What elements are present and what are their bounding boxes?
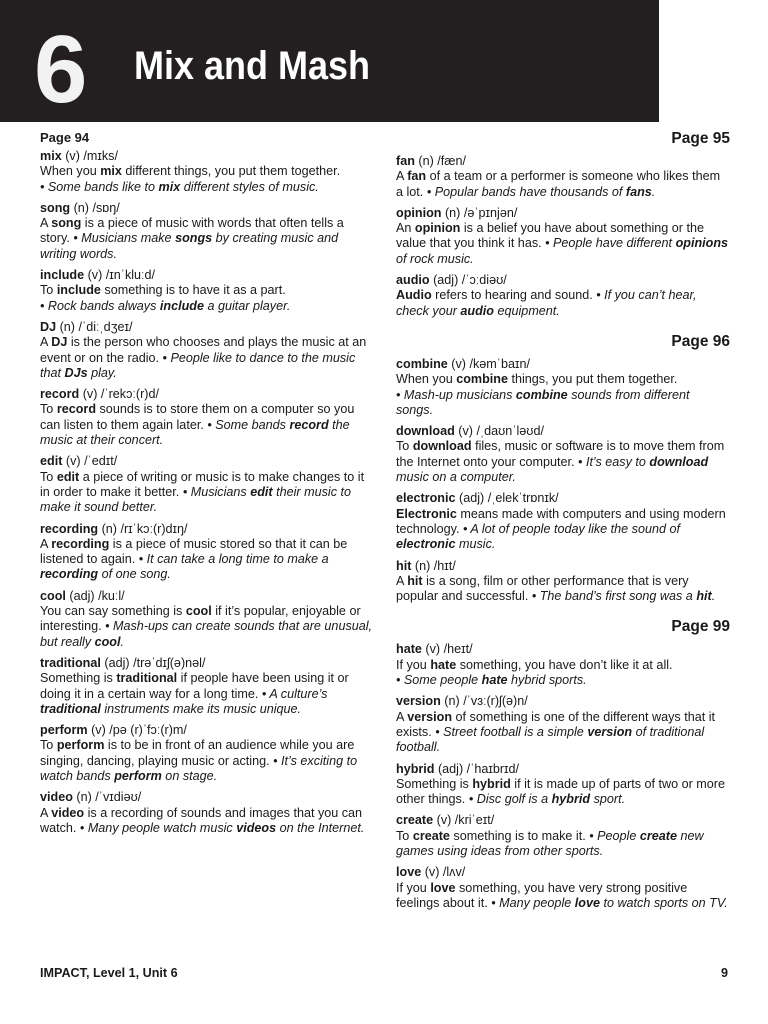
headword: include (40, 268, 85, 283)
headword: edit (40, 454, 63, 469)
definition: An opinion is a belief you have about something or the value that you think it has. (396, 221, 705, 251)
part-of-speech-pronunciation: (v) /ˌdaʊnˈləʊd/ (454, 424, 544, 439)
headword: hybrid (396, 761, 435, 776)
headword: fan (396, 154, 415, 168)
example-sentence: • Street football is a simple version of traditional football. (396, 724, 705, 755)
example-sentence: • People like to dance to the music that DJs play. (40, 350, 356, 380)
definition: To perform is to be in front of an audience while you are singing, dancing, playing music or acting. (40, 738, 355, 768)
example-sentence: • Disc golf is a hybrid sport. (468, 792, 626, 807)
glossary-entry (40, 656, 374, 717)
definition: When you mix different things, you put them together. (40, 164, 341, 179)
definition: Something is traditional if people have been using it or doing it in a certain way for a long time. (40, 671, 349, 701)
part-of-speech-pronunciation: (v) /ɪnˈkluːd/ (84, 268, 156, 283)
definition: When you combine things, you put them together. (396, 372, 678, 387)
part-of-speech-pronunciation: (adj) /ˈhaɪbrɪd/ (434, 761, 520, 776)
example-sentence: • It’s easy to download music on a computer. (396, 454, 709, 485)
unit-title: Mix and Mash (134, 44, 371, 88)
footer-book-title: IMPACT, Level 1, Unit 6 (40, 966, 178, 980)
definition: To edit a piece of writing or music is to make changes to it in order to make it better. (40, 469, 365, 499)
glossary-entry (40, 320, 374, 381)
glossary-entry (396, 642, 730, 688)
example-sentence: • Many people watch music videos on the Internet. (79, 820, 365, 835)
definition: If you hate something, you have don’t like it at all. (396, 657, 673, 672)
definition: You can say something is cool if it’s popular, enjoyable or interesting. (40, 604, 361, 634)
example-sentence: • People create new games using ideas from other sports. (396, 828, 704, 858)
headword: electronic (396, 491, 456, 506)
definition: A song is a piece of music with words that often tells a story. (40, 216, 344, 246)
headword: DJ (40, 319, 57, 334)
glossary-entry (396, 762, 730, 808)
headword: audio (396, 273, 430, 288)
glossary-entry (40, 268, 374, 314)
example-sentence: • Some bands record the music at their concert. (40, 417, 350, 448)
definition: To create something is to make it. (396, 828, 590, 843)
headword: hate (396, 642, 422, 657)
example-sentence: • People have different opinions of rock music. (396, 236, 729, 266)
example-sentence: • Many people love to watch sports on TV. (491, 895, 728, 910)
glossary-entry (40, 149, 374, 195)
part-of-speech-pronunciation: (n) /hɪt/ (411, 558, 456, 573)
example-sentence: • Musicians make songs by creating music and writing words. (40, 231, 339, 261)
part-of-speech-pronunciation: (n) /əˈpɪnjən/ (441, 205, 518, 220)
example-sentence: • Rock bands always include a guitar player. (40, 298, 291, 313)
definition: To download files, music or software is to move them from the Internet onto your computer. (396, 439, 725, 469)
example-sentence: • Popular bands have thousands of fans. (426, 184, 656, 199)
example-sentence: • Musicians edit their music to make it sound better. (40, 484, 351, 515)
headword: create (396, 813, 434, 828)
glossary-entry (40, 201, 374, 262)
part-of-speech-pronunciation: (v) /mɪks/ (61, 149, 118, 163)
part-of-speech-pronunciation: (n) /sɒŋ/ (70, 200, 120, 215)
page-heading: Page 99 (671, 618, 730, 636)
example-sentence: • If you can’t hear, check your audio equipment. (396, 288, 697, 318)
part-of-speech-pronunciation: (v) /ˈedɪt/ (62, 454, 118, 469)
part-of-speech-pronunciation: (v) /pə (r)ˈfɔː(r)m/ (87, 723, 187, 738)
part-of-speech-pronunciation: (adj) /trəˈdɪʃ(ə)nəl/ (100, 655, 206, 670)
glossary-entry (396, 865, 730, 911)
part-of-speech-pronunciation: (v) /ˈrekɔː(r)d/ (79, 387, 159, 402)
headword: version (396, 694, 441, 709)
definition: A video is a recording of sounds and images that you can watch. (40, 805, 363, 835)
headword: song (40, 200, 71, 215)
entry-list (40, 149, 374, 836)
part-of-speech-pronunciation: (v) /kəmˈbaɪn/ (447, 356, 530, 371)
glossary-entry (40, 454, 374, 515)
example-sentence: • Some people hate hybrid sports. (396, 673, 587, 688)
definition: A version of something is one of the different ways that it exists. (396, 709, 716, 739)
definition: A hit is a song, film or other performance that is very popular and successful. (396, 573, 689, 604)
part-of-speech-pronunciation: (adj) /kuːl/ (65, 588, 125, 603)
glossary-entry (396, 357, 730, 418)
headword: perform (40, 723, 88, 738)
glossary-entry (396, 559, 730, 605)
headword: record (40, 387, 80, 402)
headword: download (396, 424, 455, 439)
part-of-speech-pronunciation: (n) /ˈdiːˌdʒeɪ/ (56, 319, 133, 334)
definition: Something is hybrid if it is made up of parts of two or more other things. (396, 776, 725, 807)
headword: cool (40, 588, 66, 603)
part-of-speech-pronunciation: (n) /ˈvɜː(r)ʃ(ə)n/ (440, 694, 528, 709)
example-sentence: • It’s exciting to watch bands perform on stage. (40, 753, 358, 783)
part-of-speech-pronunciation: (v) /kriˈeɪt/ (433, 813, 495, 828)
unit-number: 6 (34, 16, 86, 123)
right-column (396, 130, 730, 917)
headword: traditional (40, 655, 101, 670)
example-sentence: • Mash-up musicians combine sounds from different songs. (396, 387, 690, 417)
example-sentence: • A lot of people today like the sound of electronic music. (396, 521, 680, 552)
page-heading: Page 95 (671, 130, 730, 147)
definition: If you love something, you have very strong positive feelings about it. (396, 880, 688, 910)
example-sentence: • It can take a long time to make a recording of one song. (40, 552, 329, 582)
part-of-speech-pronunciation: (v) /lʌv/ (421, 865, 466, 880)
page-heading: Page 96 (671, 332, 730, 350)
part-of-speech-pronunciation: (n) /ˈvɪdiəʊ/ (72, 790, 142, 805)
example-sentence: • A culture’s traditional instruments make its music unique. (40, 686, 328, 716)
example-sentence: • Mash-ups can create sounds that are unusual, but really cool. (40, 619, 373, 649)
definition: A recording is a piece of music stored so that it can be listened to again. (40, 536, 348, 567)
headword: mix (40, 149, 62, 163)
headword: video (40, 790, 73, 805)
part-of-speech-pronunciation: (adj) /ˈɔːdiəʊ/ (429, 273, 507, 288)
left-column (40, 130, 374, 842)
unit-banner (0, 0, 659, 122)
glossary-entry (396, 491, 730, 552)
definition: To record sounds is to store them on a computer so you can listen to them again later. (40, 402, 355, 432)
page-heading: Page 94 (40, 130, 90, 145)
glossary-entry (40, 790, 374, 836)
headword: hit (396, 558, 412, 573)
footer-page-number: 9 (720, 966, 728, 980)
definition: Electronic means made with computers and using modern technology. (396, 506, 726, 536)
part-of-speech-pronunciation: (n) /rɪˈkɔː(r)dɪŋ/ (98, 521, 188, 536)
definition: A fan of a team or a performer is someone who likes them a lot. (396, 169, 721, 199)
glossary-entry (396, 694, 730, 755)
definition: A DJ is the person who chooses and plays the music at an event or on the radio. (40, 335, 367, 365)
definition: Audio refers to hearing and sound. (396, 288, 597, 303)
part-of-speech-pronunciation: (v) /heɪt/ (421, 642, 473, 657)
headword: love (396, 865, 422, 880)
example-sentence: • Some bands like to mix different styles of music. (40, 179, 319, 194)
glossary-entry (40, 589, 374, 650)
part-of-speech-pronunciation: (adj) /ˌelekˈtrɒnɪk/ (455, 491, 559, 506)
definition: To include something is to have it as a part. (40, 283, 286, 298)
glossary-entry (396, 154, 730, 200)
glossary-entry (396, 206, 730, 267)
part-of-speech-pronunciation: (n) /fæn/ (414, 154, 466, 168)
glossary-entry (396, 273, 730, 319)
headword: opinion (396, 205, 442, 220)
glossary-entry (396, 424, 730, 485)
headword: combine (396, 356, 448, 371)
example-sentence: • The band’s first song was a hit. (531, 589, 716, 604)
glossary-entry (396, 813, 730, 859)
headword: recording (40, 521, 99, 536)
glossary-entry (40, 522, 374, 583)
glossary-entry (40, 387, 374, 448)
glossary-entry (40, 723, 374, 784)
